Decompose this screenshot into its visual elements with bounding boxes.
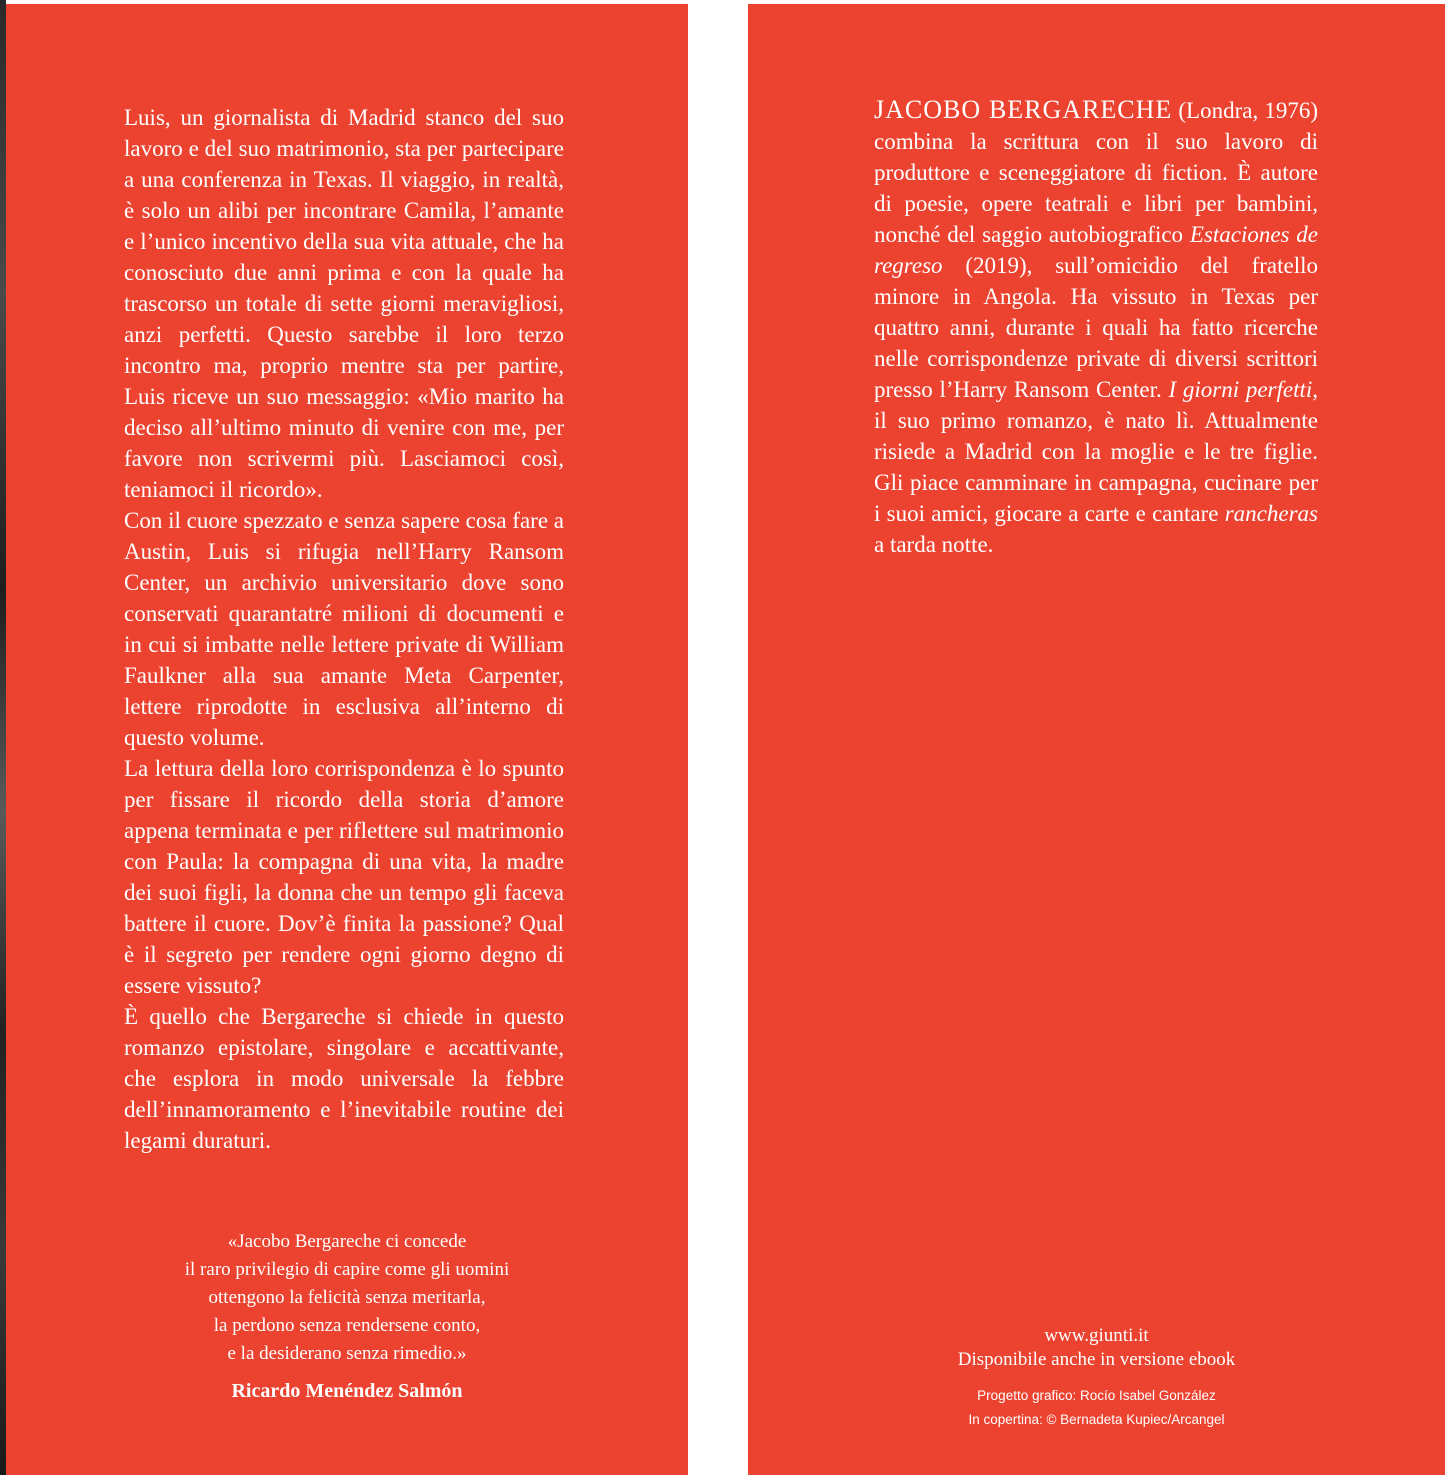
- synopsis: [124, 102, 564, 1156]
- quote-author: Ricardo Menéndez Salmón: [231, 1380, 463, 1402]
- quote-line: il raro privilegio di capire come gli uomini: [184, 1259, 510, 1280]
- synopsis-paragraph-3: La lettura della loro corrispondenza è lo spunto per fissare il ricordo della storia d’amore appena terminata e per riflettere sul matrimonio con Paula: la compagna di una vita, la madre dei suoi figli, la donna che un tempo gli faceva battere il cuore. Dov’è finita la passione? Qual è il segreto per rendere ogni giorno degno di essere vissuto?: [124, 756, 564, 998]
- front-flap: [6, 4, 688, 1475]
- cover-credit: In copertina: © Bernadeta Kupiec/Arcangel: [968, 1412, 1225, 1427]
- quote-line: ottengono la felicità senza meritarla,: [208, 1287, 486, 1308]
- book-title: Estaciones de regreso: [874, 222, 1318, 278]
- design-credit: Progetto grafico: Rocío Isabel González: [977, 1388, 1216, 1403]
- synopsis-paragraph-2: Con il cuore spezzato e senza sapere cosa fare a Austin, Luis si rifugia nell’Harry Ransom Center, un archivio universitario dove sono conservati quarantatré milioni di documenti e in cui si imbatte nelle lettere private di William Faulkner alla sua amante Meta Carpenter, lettere riprodotte in esclusiva all’interno di questo volume.: [124, 508, 564, 750]
- book-title: I giorni perfetti: [1168, 377, 1313, 402]
- synopsis-paragraph-4: È quello che Bergareche si chiede in questo romanzo epistolare, singolare e accattivante, che esplora in modo universale la febbre dell’innamoramento e l’inevitabile routine dei legami duraturi.: [124, 1004, 564, 1153]
- quote-line: la perdono senza rendersene conto,: [213, 1315, 481, 1336]
- author-bio: [874, 94, 1318, 560]
- publisher-website: www.giunti.it: [1044, 1325, 1149, 1346]
- blurb-quote: [74, 1228, 620, 1368]
- bio-text: a tarda notte.: [874, 532, 994, 557]
- author-bio-paragraph: [874, 94, 1318, 560]
- bio-text: (Londra, 1976) combina la scrittura con il suo lavoro di produttore e sceneggiatore di fiction. È autore di poesie, opere teatrali e libri per bambini, nonché del saggio autobiografico: [874, 98, 1318, 247]
- author-name: JACOBO BERGARECHE: [874, 95, 1173, 124]
- song-genre: rancheras: [1224, 501, 1318, 526]
- bio-text: (2019), sull’omicidio del fratello minore in Angola. Ha vissuto in Texas per quattro anni, durante i quali ha fatto ricerche nelle corrispondenze private di diversi scrittori presso l’Harry Ransom Center.: [874, 253, 1318, 402]
- synopsis-paragraph-1: Luis, un giornalista di Madrid stanco del suo lavoro e del suo matrimonio, sta per partecipare a una conferenza in Texas. Il viaggio, in realtà, è solo un alibi per incontrare Camila, l’amante e l’unico incentivo della sua vita attuale, che ha conosciuto due anni prima e con la quale ha trascorso un totale di sette giorni meravigliosi, anzi perfetti. Questo sarebbe il loro terzo incontro ma, proprio mentre sta per partire, Luis riceve un suo messaggio: «Mio marito ha deciso all’ultimo minuto di venire con me, per favore non scrivermi più. Lasciamoci così, teniamoci il ricordo».: [124, 105, 564, 502]
- quote-line: e la desiderano senza rimedio.»: [227, 1343, 467, 1364]
- quote-line: «Jacobo Bergareche ci concede: [227, 1231, 467, 1252]
- back-flap: [748, 4, 1445, 1475]
- ebook-note: Disponibile anche in versione ebook: [957, 1349, 1236, 1370]
- bio-text: , il suo primo romanzo, è nato lì. Attualmente risiede a Madrid con la moglie e le tre figlie. Gli piace camminare in campagna, cucinare per i suoi amici, giocare a carte e cantare: [874, 377, 1318, 526]
